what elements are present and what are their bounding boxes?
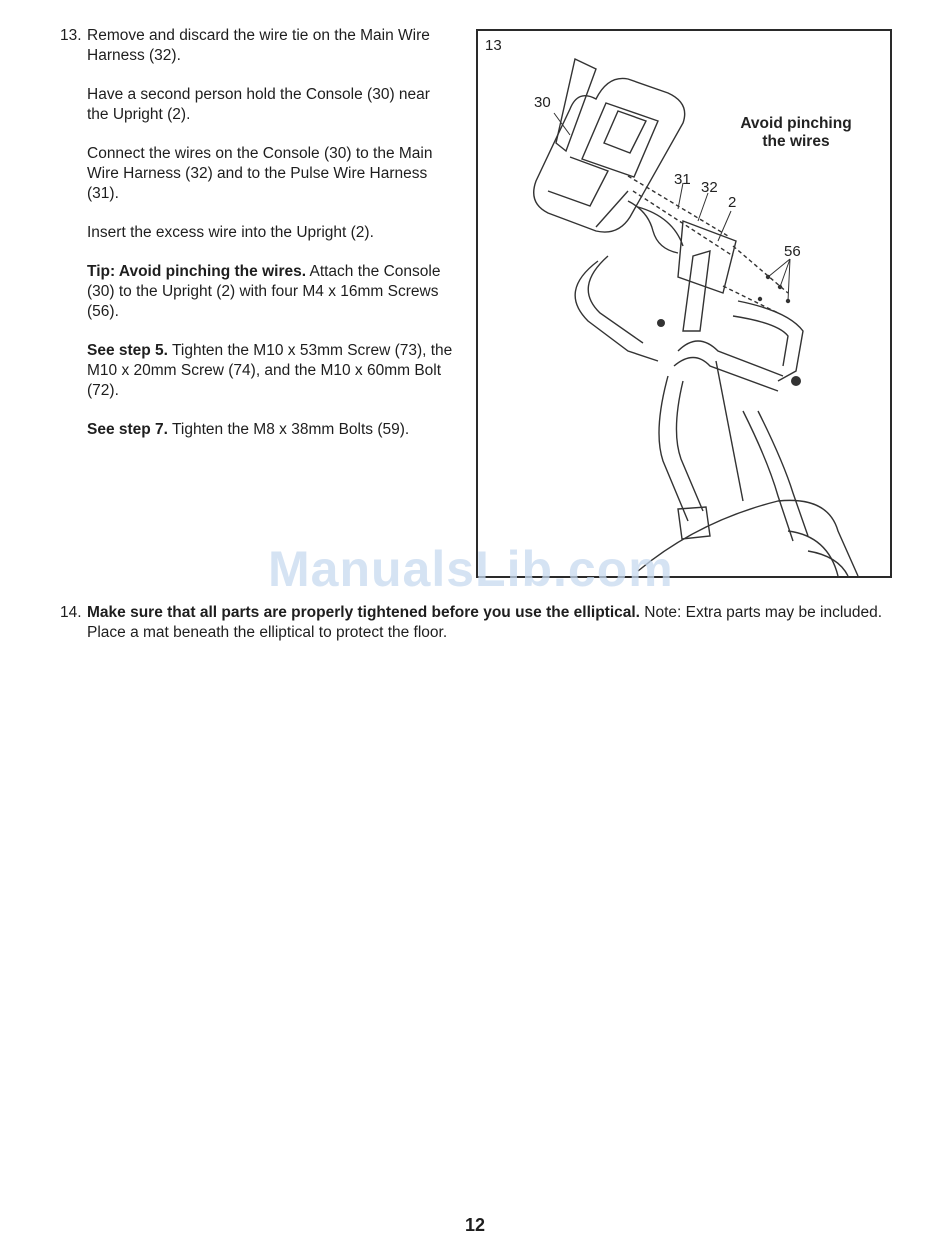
page-number: 12 <box>464 1215 486 1235</box>
step-13-para-6 <box>87 341 455 401</box>
crossbar-inner <box>674 358 778 392</box>
flywheel-cover-inner <box>808 551 848 576</box>
see-step-5-text: Tighten the M10 x 53mm Screw (73), the M10 x 20mm Screw (74), and the M10 x 60mm Bolt (72). <box>87 342 453 399</box>
handlebar-left <box>575 261 658 361</box>
leg-left-inner <box>676 381 703 511</box>
console-display <box>604 111 646 153</box>
step-13-para-2: Have a second person hold the Console (30) near the Upright (2). <box>87 86 430 123</box>
step-13-para-5 <box>87 262 455 322</box>
tip-label: Tip: Avoid pinching the wires. <box>87 263 307 280</box>
end-cap <box>791 376 801 386</box>
handlebar-left-inner <box>588 256 643 343</box>
step-14-body <box>87 603 890 643</box>
leader-32 <box>698 193 708 221</box>
step-14-number: 14. <box>60 604 82 621</box>
step-13-body <box>87 26 455 440</box>
part-label-32: 32 <box>701 179 718 196</box>
leader-56 <box>768 259 790 301</box>
figure-step-label: 13 <box>485 37 502 54</box>
callout-line-2: the wires <box>762 133 830 150</box>
end-cap <box>657 319 665 327</box>
wire <box>628 201 678 253</box>
watermark: ManualsLib.com <box>268 541 674 597</box>
console-edge <box>596 191 628 227</box>
center-tube <box>716 361 743 501</box>
handlebar-right-inner <box>733 316 788 366</box>
step-13-number: 13. <box>60 27 82 44</box>
step-13 <box>60 26 455 459</box>
see-step-5-label: See step 5. <box>87 342 168 359</box>
screw <box>758 297 762 301</box>
step-14 <box>60 603 890 643</box>
part-label-30: 30 <box>534 94 551 111</box>
guide-lines <box>628 176 788 313</box>
callout-line-1: Avoid pinching <box>740 115 852 132</box>
step-14-bold: Make sure that all parts are properly tightened before you use the elliptical. <box>87 604 640 621</box>
leg-left <box>659 376 688 521</box>
flywheel-cover <box>788 531 838 576</box>
step-13-para-1: Remove and discard the wire tie on the Main Wire Harness (32). <box>87 27 430 64</box>
part-label-31: 31 <box>674 171 691 188</box>
console-body <box>534 78 685 232</box>
step-14-text: Note: Extra parts may be included. Place a mat beneath the elliptical to protect the floor. <box>87 604 883 641</box>
pivot-bracket <box>678 507 710 539</box>
step-13-para-3: Connect the wires on the Console (30) to the Main Wire Harness (32) and to the Pulse Wire Harness (31). <box>87 145 433 202</box>
see-step-7-text: Tighten the M8 x 38mm Bolts (59). <box>168 421 410 438</box>
crossbar <box>678 341 783 376</box>
step-13-para-7 <box>87 420 455 440</box>
tip-text: Attach the Console (30) to the Upright (2) with four M4 x 16mm Screws (56). <box>87 263 441 320</box>
leg-right-inner <box>758 411 808 536</box>
step-13-para-4: Insert the excess wire into the Upright (2). <box>87 224 374 241</box>
see-step-7-label: See step 7. <box>87 421 168 438</box>
elliptical-console-illustration <box>478 31 890 576</box>
upright-top-tube <box>556 59 596 151</box>
part-label-56: 56 <box>784 243 801 260</box>
assembly-figure <box>476 29 892 578</box>
callout-avoid-pinching <box>726 115 866 151</box>
upright-plate <box>678 221 736 293</box>
handlebar-right <box>738 301 803 381</box>
part-label-2: 2 <box>728 194 737 211</box>
wire <box>638 207 683 246</box>
upright <box>683 251 710 331</box>
